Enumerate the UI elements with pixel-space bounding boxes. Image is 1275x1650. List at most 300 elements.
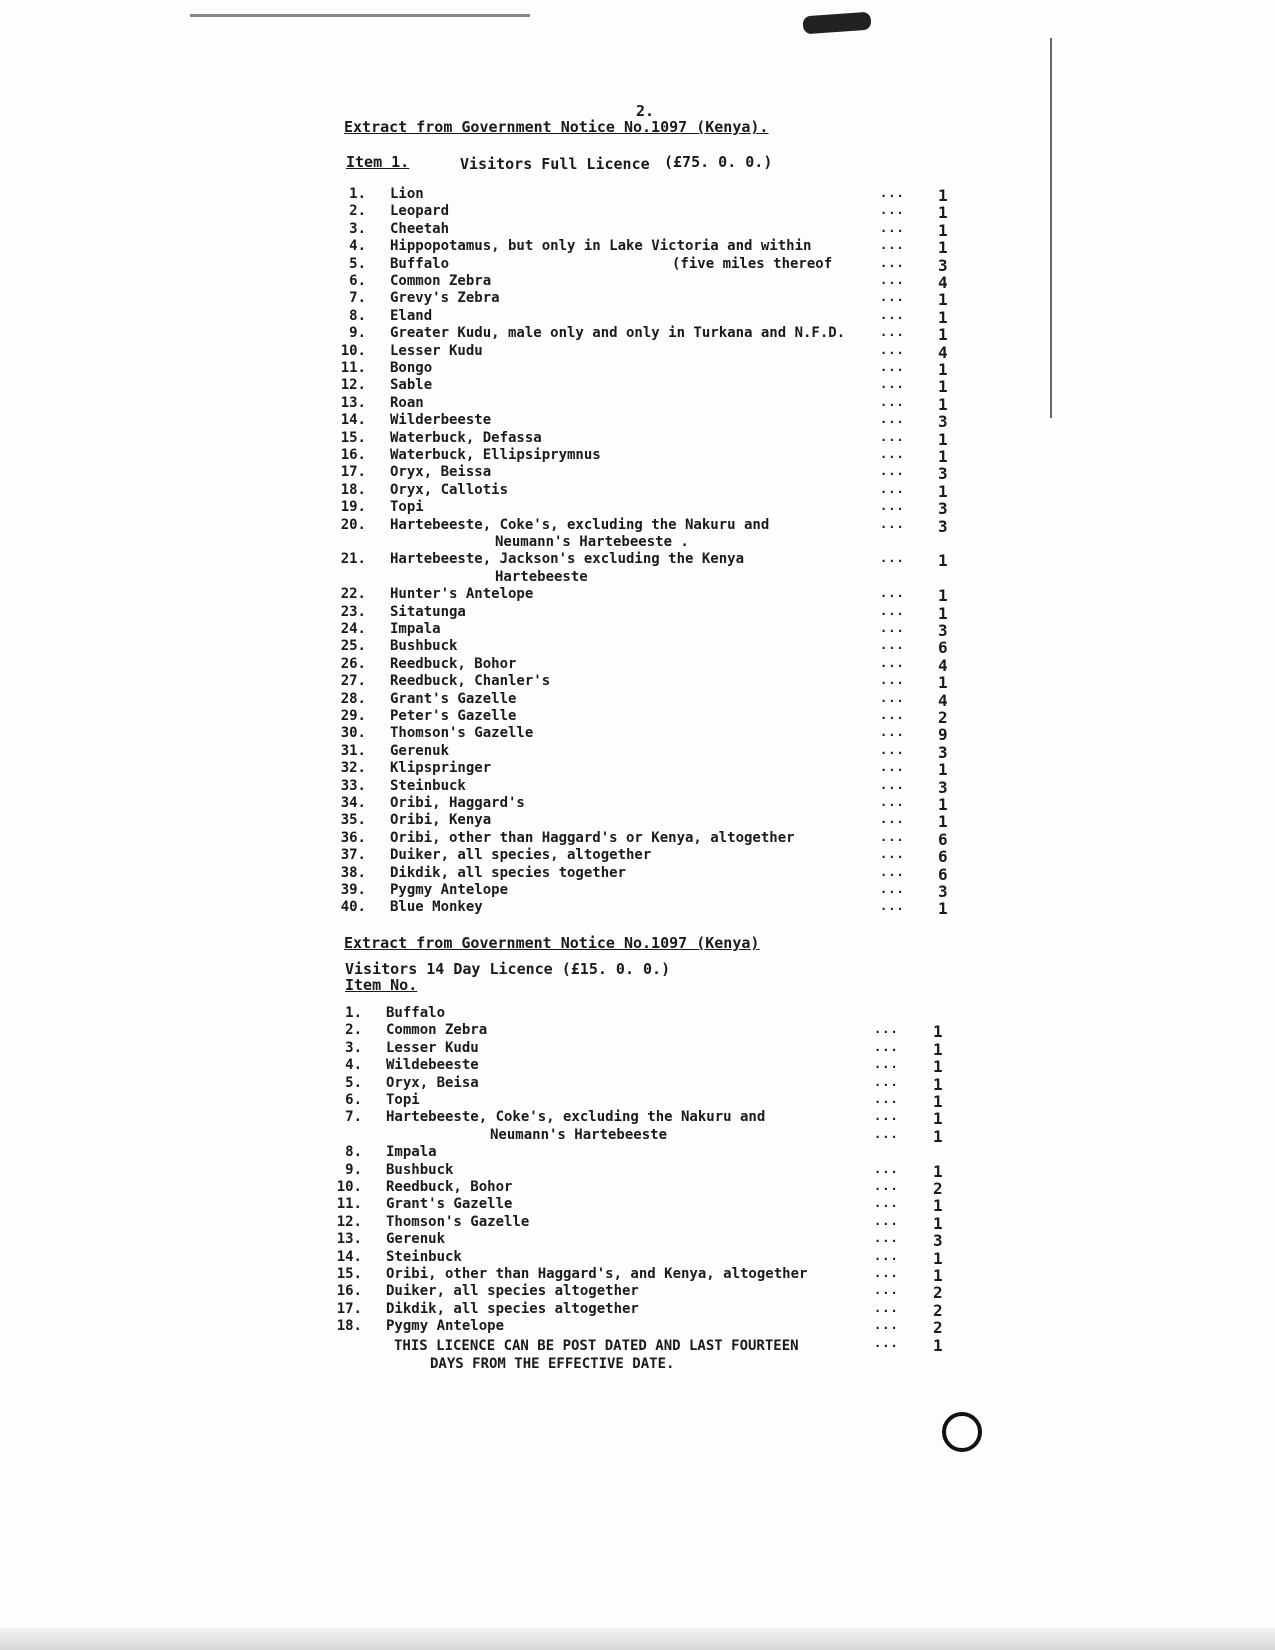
s1-item-number: 25. bbox=[340, 638, 366, 655]
s1-row bbox=[0, 830, 1275, 848]
s1-leader-dots: ... bbox=[880, 603, 905, 618]
s1-species-name: Lion bbox=[390, 186, 424, 202]
s1-item-number: 23. bbox=[340, 603, 366, 620]
s2-quantity: 2 bbox=[933, 1283, 943, 1303]
s2-quantity: 1 bbox=[933, 1092, 943, 1111]
s1-species-name: Sitatunga bbox=[390, 603, 466, 620]
s2-leader-dots: ... bbox=[874, 1213, 899, 1228]
s2-row bbox=[0, 1179, 1275, 1197]
s1-quantity: 1 bbox=[938, 481, 948, 501]
s1-quantity: 3 bbox=[938, 412, 948, 432]
s1-item-number: 16. bbox=[340, 447, 366, 463]
s1-row bbox=[0, 482, 1275, 500]
licence-note-line1: THIS LICENCE CAN BE POST DATED AND LAST FOURTEEN bbox=[394, 1338, 799, 1354]
s1-quantity: 3 bbox=[938, 516, 948, 536]
s2-species-name: Buffalo bbox=[386, 1005, 446, 1021]
s1-species-name: Gerenuk bbox=[390, 742, 450, 759]
s1-row bbox=[0, 673, 1275, 691]
s1-species-name: Peter's Gazelle bbox=[390, 708, 517, 724]
section2-licence-title: Visitors 14 Day Licence (£15. 0. 0.) bbox=[345, 960, 671, 978]
s2-quantity: 1 bbox=[933, 1039, 943, 1059]
s2-quantity: 1 bbox=[933, 1074, 943, 1094]
s1-species-name: Topi bbox=[390, 499, 424, 516]
s1-item-number: 6. bbox=[349, 273, 366, 289]
s1-quantity: 6 bbox=[938, 847, 948, 867]
section2-item-label: Item No. bbox=[345, 976, 418, 994]
s2-species-name: Neumann's Hartebeeste bbox=[490, 1126, 668, 1143]
s1-item-number: 24. bbox=[340, 621, 366, 637]
s2-leader-dots: ... bbox=[874, 1057, 899, 1072]
s1-species-name: Klipspringer bbox=[390, 760, 492, 777]
s1-row bbox=[0, 882, 1275, 900]
s1-leader-dots: ... bbox=[880, 186, 905, 200]
s1-leader-dots: ... bbox=[880, 360, 905, 374]
s2-species-name: Grant's Gazelle bbox=[386, 1196, 513, 1213]
s1-row bbox=[0, 534, 1275, 552]
s1-leader-dots: ... bbox=[880, 690, 905, 705]
s1-item-number: 35. bbox=[340, 812, 366, 829]
s1-item-number: 18. bbox=[340, 481, 366, 498]
s1-row bbox=[0, 343, 1275, 361]
s1-item-number: 2. bbox=[349, 203, 366, 220]
bottom-edge-shadow bbox=[0, 1628, 1275, 1650]
s2-species-name: Topi bbox=[386, 1092, 420, 1108]
s1-row bbox=[0, 795, 1275, 813]
s1-species-name: Grant's Gazelle bbox=[390, 690, 517, 707]
s1-species-name: Steinbuck bbox=[390, 777, 466, 794]
licence-note-line2: DAYS FROM THE EFFECTIVE DATE. bbox=[430, 1356, 675, 1372]
s1-species-name: Pygmy Antelope bbox=[390, 882, 509, 898]
s1-row bbox=[0, 430, 1275, 448]
s1-quantity: 1 bbox=[938, 899, 948, 919]
s1-row bbox=[0, 743, 1275, 761]
s1-species-name: Oribi, Haggard's bbox=[390, 795, 525, 811]
s2-quantity: 1 bbox=[933, 1266, 943, 1285]
s1-row bbox=[0, 464, 1275, 482]
s1-quantity: 3 bbox=[938, 499, 948, 519]
s1-leader-dots: ... bbox=[880, 377, 905, 392]
s1-item-number: 3. bbox=[349, 220, 366, 237]
s1-quantity: 1 bbox=[938, 760, 948, 780]
s1-item-number: 36. bbox=[340, 829, 366, 846]
s1-item-number: 40. bbox=[340, 899, 366, 916]
s1-row bbox=[0, 517, 1275, 535]
s1-item-number: 27. bbox=[340, 673, 366, 690]
s2-species-name: Duiker, all species altogether bbox=[386, 1283, 639, 1300]
s1-leader-dots: ... bbox=[880, 307, 905, 322]
s2-species-name: Thomson's Gazelle bbox=[386, 1213, 530, 1230]
s1-row bbox=[0, 377, 1275, 395]
s1-row bbox=[0, 569, 1275, 587]
s2-row bbox=[0, 1196, 1275, 1214]
s1-item-number: 17. bbox=[340, 464, 366, 481]
s1-leader-dots: ... bbox=[880, 325, 905, 340]
s1-row bbox=[0, 290, 1275, 308]
s1-leader-dots: ... bbox=[880, 203, 905, 218]
s1-item-number: 10. bbox=[340, 342, 366, 359]
s2-row bbox=[0, 1214, 1275, 1232]
s1-species-name: Bushbuck bbox=[390, 638, 458, 655]
s2-quantity: 1 bbox=[933, 1213, 943, 1233]
s1-species-name: Roan bbox=[390, 394, 424, 411]
s1-row bbox=[0, 708, 1275, 726]
s1-leader-dots: ... bbox=[880, 847, 905, 862]
s1-quantity: 1 bbox=[938, 673, 948, 693]
s1-species-name: Wilderbeeste bbox=[390, 412, 492, 429]
s1-row bbox=[0, 221, 1275, 239]
s1-quantity: 1 bbox=[938, 394, 948, 414]
section1-item-label: Item 1. bbox=[346, 153, 410, 171]
s2-item-number: 9. bbox=[345, 1161, 362, 1178]
s2-row bbox=[0, 1092, 1275, 1110]
s1-row bbox=[0, 604, 1275, 622]
s1-quantity: 3 bbox=[938, 255, 948, 275]
s2-item-number: 7. bbox=[345, 1109, 362, 1126]
s2-quantity: 3 bbox=[933, 1231, 943, 1251]
s2-row bbox=[0, 1057, 1275, 1075]
s1-species-name: Neumann's Hartebeeste . bbox=[495, 534, 689, 550]
s2-row bbox=[0, 1231, 1275, 1249]
s2-species-name: Reedbuck, Bohor bbox=[386, 1179, 513, 1195]
s1-quantity: 3 bbox=[938, 621, 948, 640]
s1-quantity: 4 bbox=[938, 655, 948, 675]
s1-row bbox=[0, 638, 1275, 656]
s1-quantity: 2 bbox=[938, 708, 948, 727]
s1-species-name: Lesser Kudu bbox=[390, 342, 483, 359]
s2-row bbox=[0, 1283, 1275, 1301]
s2-species-name: Hartebeeste, Coke's, excluding the Nakuru and bbox=[386, 1109, 766, 1126]
s1-item-number: 37. bbox=[340, 847, 366, 864]
s1-species-name: Reedbuck, Bohor bbox=[390, 655, 517, 672]
s2-row bbox=[0, 1249, 1275, 1267]
s2-quantity: 1 bbox=[933, 1196, 943, 1216]
s1-species-name: Grevy's Zebra bbox=[390, 290, 500, 307]
s2-item-number: 16. bbox=[336, 1283, 362, 1300]
s2-species-name: Gerenuk bbox=[386, 1231, 446, 1248]
s2-leader-dots: ... bbox=[874, 1283, 899, 1298]
s1-quantity: 1 bbox=[938, 812, 948, 832]
s1-leader-dots: ... bbox=[880, 464, 905, 479]
s1-quantity: 1 bbox=[938, 238, 948, 258]
s1-leader-dots: ... bbox=[880, 516, 905, 531]
s1-quantity: 3 bbox=[938, 464, 948, 484]
s1-leader-dots: ... bbox=[880, 586, 905, 601]
s2-row bbox=[0, 1318, 1275, 1336]
s2-row bbox=[0, 1162, 1275, 1180]
s2-item-number: 2. bbox=[345, 1022, 362, 1039]
s1-item-number: 4. bbox=[349, 238, 366, 255]
s2-row bbox=[0, 1075, 1275, 1093]
s2-row bbox=[0, 1005, 1275, 1023]
s2-item-number: 12. bbox=[336, 1213, 362, 1230]
s2-leader-dots: ... bbox=[874, 1335, 899, 1350]
s1-item-number: 28. bbox=[340, 690, 366, 707]
s2-leader-dots: ... bbox=[874, 1300, 899, 1315]
s1-leader-dots: ... bbox=[880, 499, 905, 514]
s1-leader-dots: ... bbox=[880, 394, 905, 409]
s1-species-name: Hartebeeste, Coke's, excluding the Nakuru and bbox=[390, 516, 770, 533]
s2-item-number: 1. bbox=[345, 1005, 362, 1021]
s1-row bbox=[0, 847, 1275, 865]
s2-leader-dots: ... bbox=[874, 1248, 899, 1263]
s1-quantity: 1 bbox=[938, 290, 948, 310]
s1-row bbox=[0, 412, 1275, 430]
s2-species-name: Oribi, other than Haggard's, and Kenya, altogether bbox=[386, 1266, 808, 1282]
s1-species-name: Leopard bbox=[390, 203, 450, 220]
s2-quantity: 1 bbox=[933, 1057, 943, 1077]
s2-quantity: 1 bbox=[933, 1126, 943, 1146]
s1-leader-dots: ... bbox=[880, 882, 905, 896]
s1-quantity: 1 bbox=[938, 307, 948, 327]
s1-item-number: 31. bbox=[340, 742, 366, 759]
page-number: 2. bbox=[636, 102, 655, 120]
s1-item-number: 33. bbox=[340, 777, 366, 794]
s2-item-number: 11. bbox=[336, 1196, 362, 1213]
s1-item-number: 20. bbox=[340, 516, 366, 533]
s1-row bbox=[0, 621, 1275, 639]
s1-leader-dots: ... bbox=[880, 290, 905, 305]
s2-species-name: Oryx, Beisa bbox=[386, 1074, 479, 1091]
s2-species-name: Impala bbox=[386, 1144, 437, 1161]
s2-row bbox=[0, 1127, 1275, 1145]
s1-item-number: 19. bbox=[340, 499, 366, 516]
s1-row bbox=[0, 812, 1275, 830]
s2-quantity: 1 bbox=[933, 1161, 943, 1181]
s1-leader-dots: ... bbox=[880, 795, 905, 809]
s1-species-name: Blue Monkey bbox=[390, 899, 483, 916]
s1-item-number: 38. bbox=[340, 864, 366, 881]
s1-item-number: 26. bbox=[340, 655, 366, 672]
s2-item-number: 3. bbox=[345, 1039, 362, 1056]
s1-quantity: 6 bbox=[938, 829, 948, 849]
s1-quantity: 1 bbox=[938, 220, 948, 240]
s2-quantity: 2 bbox=[933, 1179, 943, 1198]
s2-leader-dots: ... bbox=[874, 1196, 899, 1211]
s2-item-number: 8. bbox=[345, 1144, 362, 1161]
s1-row bbox=[0, 499, 1275, 517]
s1-row bbox=[0, 273, 1275, 291]
s1-row bbox=[0, 360, 1275, 378]
s1-quantity: 1 bbox=[938, 186, 948, 205]
s2-row bbox=[0, 1109, 1275, 1127]
s1-row bbox=[0, 586, 1275, 604]
s2-item-number: 5. bbox=[345, 1074, 362, 1091]
s1-item-number: 39. bbox=[340, 882, 366, 898]
s1-quantity: 1 bbox=[938, 360, 948, 379]
s1-species-name: Hartebeeste, Jackson's excluding the Kenya bbox=[390, 551, 745, 568]
s2-row bbox=[0, 1144, 1275, 1162]
s1-row bbox=[0, 256, 1275, 274]
s1-item-number: 7. bbox=[349, 290, 366, 307]
s1-species-name: Waterbuck, Defassa bbox=[390, 429, 542, 446]
s1-species-name: Cheetah bbox=[390, 220, 450, 237]
s1-leader-dots: ... bbox=[880, 255, 905, 270]
s1-item-number: 14. bbox=[340, 412, 366, 429]
s1-item-number: 13. bbox=[340, 394, 366, 411]
s1-quantity: 3 bbox=[938, 882, 948, 901]
s2-leader-dots: ... bbox=[874, 1074, 899, 1089]
section1-heading: Extract from Government Notice No.1097 (Kenya). bbox=[344, 118, 769, 136]
s1-quantity: 1 bbox=[938, 603, 948, 623]
s1-quantity: 4 bbox=[938, 690, 948, 710]
s1-row bbox=[0, 760, 1275, 778]
s1-species-name: Hartebeeste bbox=[495, 568, 588, 585]
s1-item-number: 32. bbox=[340, 760, 366, 777]
s1-row bbox=[0, 395, 1275, 413]
s1-leader-dots: ... bbox=[880, 708, 905, 722]
s2-species-name: Steinbuck bbox=[386, 1248, 462, 1265]
s2-item-number: 17. bbox=[336, 1300, 362, 1317]
s1-quantity: 6 bbox=[938, 638, 948, 658]
s2-species-name: Bushbuck bbox=[386, 1161, 454, 1178]
s1-leader-dots: ... bbox=[880, 742, 905, 757]
s1-row bbox=[0, 725, 1275, 743]
s1-leader-dots: ... bbox=[880, 829, 905, 844]
s1-species-name: Hunter's Antelope bbox=[390, 586, 534, 603]
s1-item-number: 30. bbox=[340, 725, 366, 742]
s2-item-number: 18. bbox=[336, 1318, 362, 1335]
s1-row bbox=[0, 778, 1275, 796]
s1-leader-dots: ... bbox=[880, 655, 905, 670]
s2-species-name: Pygmy Antelope bbox=[386, 1318, 505, 1335]
s1-row bbox=[0, 865, 1275, 883]
s1-row bbox=[0, 447, 1275, 465]
s2-row bbox=[0, 1301, 1275, 1319]
s1-leader-dots: ... bbox=[880, 864, 905, 879]
s1-row bbox=[0, 203, 1275, 221]
s1-quantity: 1 bbox=[938, 551, 948, 571]
s1-species-name: Duiker, all species, altogether bbox=[390, 847, 652, 864]
s1-quantity: 3 bbox=[938, 777, 948, 797]
s2-quantity: 1 bbox=[933, 1335, 943, 1355]
s1-leader-dots: ... bbox=[880, 725, 905, 740]
s1-quantity: 1 bbox=[938, 447, 948, 466]
s1-species-note: (five miles thereof bbox=[672, 255, 833, 272]
s1-leader-dots: ... bbox=[880, 429, 905, 444]
s2-leader-dots: ... bbox=[874, 1179, 899, 1193]
s1-quantity: 1 bbox=[938, 203, 948, 223]
s1-leader-dots: ... bbox=[880, 273, 905, 287]
s2-leader-dots: ... bbox=[874, 1161, 899, 1176]
s2-leader-dots: ... bbox=[874, 1092, 899, 1106]
punch-hole bbox=[942, 1412, 982, 1452]
section1-licence-fee: (£75. 0. 0.) bbox=[664, 153, 773, 171]
s1-leader-dots: ... bbox=[880, 812, 905, 827]
s1-species-name: Bongo bbox=[390, 360, 433, 376]
s1-quantity: 3 bbox=[938, 742, 948, 762]
s1-quantity: 9 bbox=[938, 725, 948, 745]
s1-leader-dots: ... bbox=[880, 673, 905, 688]
s1-species-name: Thomson's Gazelle bbox=[390, 725, 534, 742]
s1-leader-dots: ... bbox=[880, 777, 905, 792]
s1-quantity: 6 bbox=[938, 864, 948, 884]
s1-leader-dots: ... bbox=[880, 621, 905, 635]
s1-species-name: Greater Kudu, male only and only in Turkana and N.F.D. bbox=[390, 325, 846, 342]
s1-item-number: 15. bbox=[340, 429, 366, 446]
s1-item-number: 34. bbox=[340, 795, 366, 811]
s1-species-name: Buffalo bbox=[390, 255, 450, 272]
s1-row bbox=[0, 308, 1275, 326]
s1-quantity: 1 bbox=[938, 377, 948, 397]
s1-item-number: 21. bbox=[340, 551, 366, 568]
s1-item-number: 29. bbox=[340, 708, 366, 724]
s1-item-number: 9. bbox=[349, 325, 366, 342]
s2-leader-dots: ... bbox=[874, 1109, 899, 1124]
s2-row bbox=[0, 1266, 1275, 1284]
s2-row bbox=[0, 1022, 1275, 1040]
s1-row bbox=[0, 186, 1275, 204]
s2-species-name: Dikdik, all species altogether bbox=[386, 1300, 639, 1317]
s1-leader-dots: ... bbox=[880, 899, 905, 914]
s1-leader-dots: ... bbox=[880, 342, 905, 357]
s2-row bbox=[0, 1040, 1275, 1058]
s1-species-name: Sable bbox=[390, 377, 433, 394]
s1-species-name: Hippopotamus, but only in Lake Victoria and within bbox=[390, 238, 812, 255]
s1-row bbox=[0, 238, 1275, 256]
s2-leader-dots: ... bbox=[874, 1231, 899, 1246]
s1-leader-dots: ... bbox=[880, 638, 905, 653]
s1-leader-dots: ... bbox=[880, 220, 905, 235]
s2-species-name: Common Zebra bbox=[386, 1022, 488, 1039]
s1-row bbox=[0, 656, 1275, 674]
s2-item-number: 15. bbox=[336, 1266, 362, 1282]
s2-item-number: 10. bbox=[336, 1179, 362, 1195]
s1-species-name: Eland bbox=[390, 307, 433, 324]
s2-item-number: 13. bbox=[336, 1231, 362, 1248]
s1-species-name: Oribi, Kenya bbox=[390, 812, 492, 829]
s1-quantity: 1 bbox=[938, 795, 948, 814]
s1-species-name: Dikdik, all species together bbox=[390, 864, 627, 881]
s2-item-number: 4. bbox=[345, 1057, 362, 1074]
s1-species-name: Reedbuck, Chanler's bbox=[390, 673, 551, 690]
section1-licence-title: Visitors Full Licence bbox=[460, 155, 650, 173]
s1-species-name: Waterbuck, Ellipsiprymnus bbox=[390, 447, 601, 463]
s2-quantity: 1 bbox=[933, 1109, 943, 1129]
s1-row bbox=[0, 691, 1275, 709]
s2-leader-dots: ... bbox=[874, 1022, 899, 1037]
s1-row bbox=[0, 325, 1275, 343]
s1-species-name: Common Zebra bbox=[390, 273, 492, 289]
s2-quantity: 2 bbox=[933, 1318, 943, 1338]
s2-species-name: Wildebeeste bbox=[386, 1057, 479, 1074]
s2-quantity: 1 bbox=[933, 1022, 943, 1042]
top-scan-streak bbox=[190, 14, 530, 17]
s2-item-number: 14. bbox=[336, 1248, 362, 1265]
s1-leader-dots: ... bbox=[880, 412, 905, 427]
s1-item-number: 1. bbox=[349, 186, 366, 202]
s1-species-name: Oryx, Callotis bbox=[390, 481, 509, 498]
s1-row bbox=[0, 899, 1275, 917]
s1-species-name: Oryx, Beissa bbox=[390, 464, 492, 481]
s1-quantity: 1 bbox=[938, 325, 948, 345]
s1-leader-dots: ... bbox=[880, 238, 905, 253]
s2-leader-dots: ... bbox=[874, 1126, 899, 1141]
s2-quantity: 1 bbox=[933, 1248, 943, 1268]
s2-leader-dots: ... bbox=[874, 1266, 899, 1280]
s2-leader-dots: ... bbox=[874, 1039, 899, 1054]
s1-row bbox=[0, 551, 1275, 569]
s1-item-number: 12. bbox=[340, 377, 366, 394]
s1-leader-dots: ... bbox=[880, 447, 905, 461]
s1-quantity: 4 bbox=[938, 342, 948, 362]
s1-quantity: 1 bbox=[938, 429, 948, 449]
section2-heading: Extract from Government Notice No.1097 (Kenya) bbox=[344, 934, 760, 952]
s2-leader-dots: ... bbox=[874, 1318, 899, 1333]
s2-species-name: Lesser Kudu bbox=[386, 1039, 479, 1056]
s1-quantity: 1 bbox=[938, 586, 948, 606]
s1-leader-dots: ... bbox=[880, 481, 905, 496]
s1-item-number: 11. bbox=[340, 360, 366, 376]
